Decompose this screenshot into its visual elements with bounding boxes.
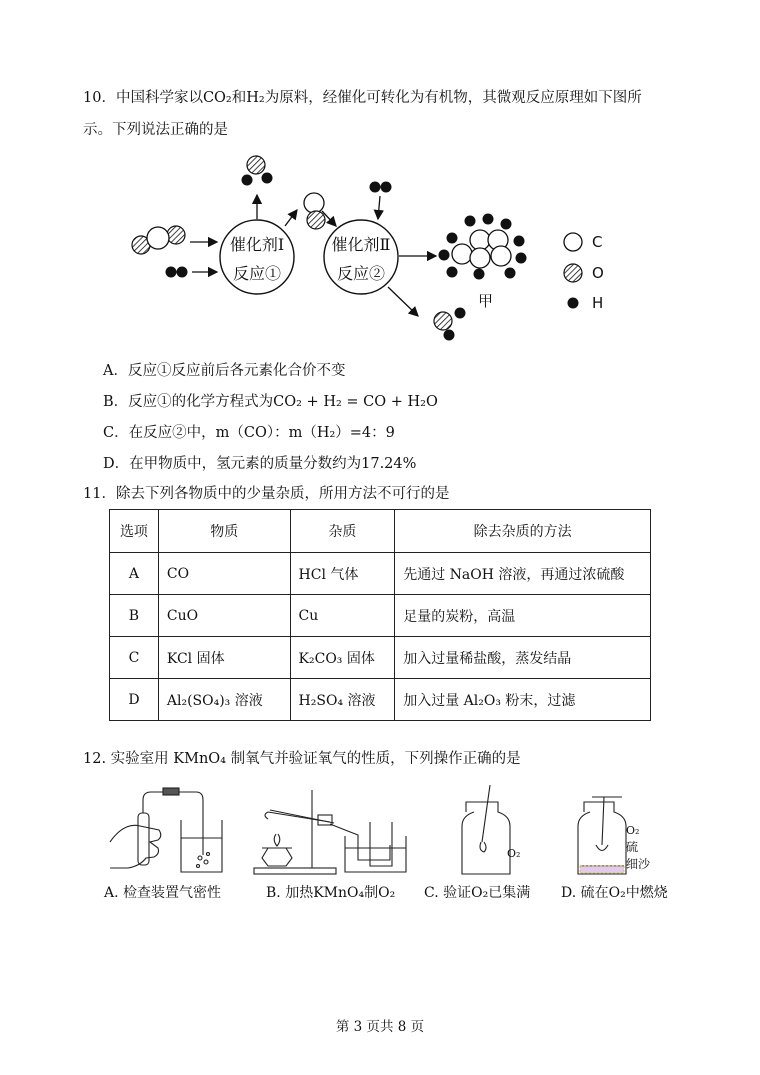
c-o2-label: O₂ (507, 847, 521, 860)
oxygen-legend-icon (564, 264, 582, 282)
table-cell: A (110, 553, 159, 595)
table-cell: 足量的炭粉，高温 (395, 595, 651, 637)
q10-option-d: D．在甲物质中，氢元素的质量分数约为17.24% (103, 456, 417, 472)
h2-molecule-icon (370, 182, 392, 193)
product-molecule-icon (439, 214, 527, 280)
caption-a: A. 检查装置气密性 (104, 885, 222, 901)
catalyst1-label: 催化剂Ⅰ (229, 235, 285, 254)
table-cell: CuO (158, 595, 290, 637)
product-label: 甲 (478, 292, 494, 310)
header-substance: 物质 (158, 510, 290, 553)
table-header-row (110, 510, 651, 553)
table-cell: H₂SO₄ 溶液 (290, 679, 395, 721)
table-cell: 先通过 NaOH 溶液，再通过浓硫酸 (395, 553, 651, 595)
table-row (110, 553, 651, 595)
heating-setup-icon (254, 790, 406, 874)
airtightness-setup-icon (110, 788, 222, 872)
q10-option-a: A．反应①反应前后各元素化合价不变 (103, 363, 346, 379)
table-cell: Cu (290, 595, 395, 637)
reaction1-label: 反应① (232, 264, 281, 283)
carbon-legend-icon (564, 233, 582, 251)
table-row (110, 679, 651, 721)
header-impurity: 杂质 (290, 510, 395, 553)
gas-jar-sulfur-icon (578, 797, 626, 874)
caption-b: B. 加热KMnO₄制O₂ (266, 885, 396, 901)
d-sand-label: 细沙 (626, 857, 651, 871)
table-cell: CO (158, 553, 290, 595)
table-cell: C (110, 637, 159, 679)
q10-option-b: B．反应①的化学方程式为CO₂ + H₂ = CO + H₂O (103, 394, 438, 410)
legend-label-o: O (592, 264, 604, 282)
h2-molecule-icon (166, 267, 188, 278)
page-footer: 第 3 页共 8 页 (335, 1019, 425, 1035)
legend-label-c: C (592, 233, 603, 251)
q12-stem: 12. 实验室用 KMnO₄ 制氧气并验证氧气的性质，下列操作正确的是 (83, 751, 521, 767)
d-sulfur-label: 硫 (626, 840, 639, 854)
header-option: 选项 (110, 510, 159, 553)
table-cell: Al₂(SO₄)₃ 溶液 (158, 679, 290, 721)
hydrogen-legend-icon (568, 298, 579, 309)
table-cell: K₂CO₃ 固体 (290, 637, 395, 679)
gas-jar-icon (462, 785, 510, 874)
table-cell: KCl 固体 (158, 637, 290, 679)
co-molecule-icon (304, 193, 325, 229)
catalyst2-label: 催化剂Ⅱ (331, 235, 391, 254)
table-cell: B (110, 595, 159, 637)
reaction2-label: 反应② (336, 264, 385, 283)
q10-option-c: C．在反应②中，m（CO）：m（H₂）=4：9 (103, 425, 395, 441)
d-o2-label: O₂ (626, 824, 640, 837)
q10-stem-line2: 示。下列说法正确的是 (83, 122, 228, 138)
h2o-molecule-icon (434, 308, 466, 341)
header-method: 除去杂质的方法 (395, 510, 651, 553)
q11-table (109, 509, 651, 721)
q10-stem-line1: 10．中国科学家以CO₂和H₂为原料，经催化可转化为有机物，其微观反应原理如下图所 (83, 90, 642, 106)
table-row (110, 595, 651, 637)
caption-c: C. 验证O₂已集满 (424, 885, 531, 901)
table-cell: HCl 气体 (290, 553, 395, 595)
caption-d: D. 硫在O₂中燃烧 (561, 885, 668, 901)
q11-stem: 11．除去下列各物质中的少量杂质，所用方法不可行的是 (83, 486, 450, 502)
table-cell: D (110, 679, 159, 721)
table-cell: 加入过量稀盐酸，蒸发结晶 (395, 637, 651, 679)
table-cell: 加入过量 Al₂O₃ 粉末，过滤 (395, 679, 651, 721)
co2-molecule-icon (132, 226, 185, 254)
h2o-molecule-icon (242, 156, 273, 186)
legend-label-h: H (592, 294, 604, 312)
table-row (110, 637, 651, 679)
